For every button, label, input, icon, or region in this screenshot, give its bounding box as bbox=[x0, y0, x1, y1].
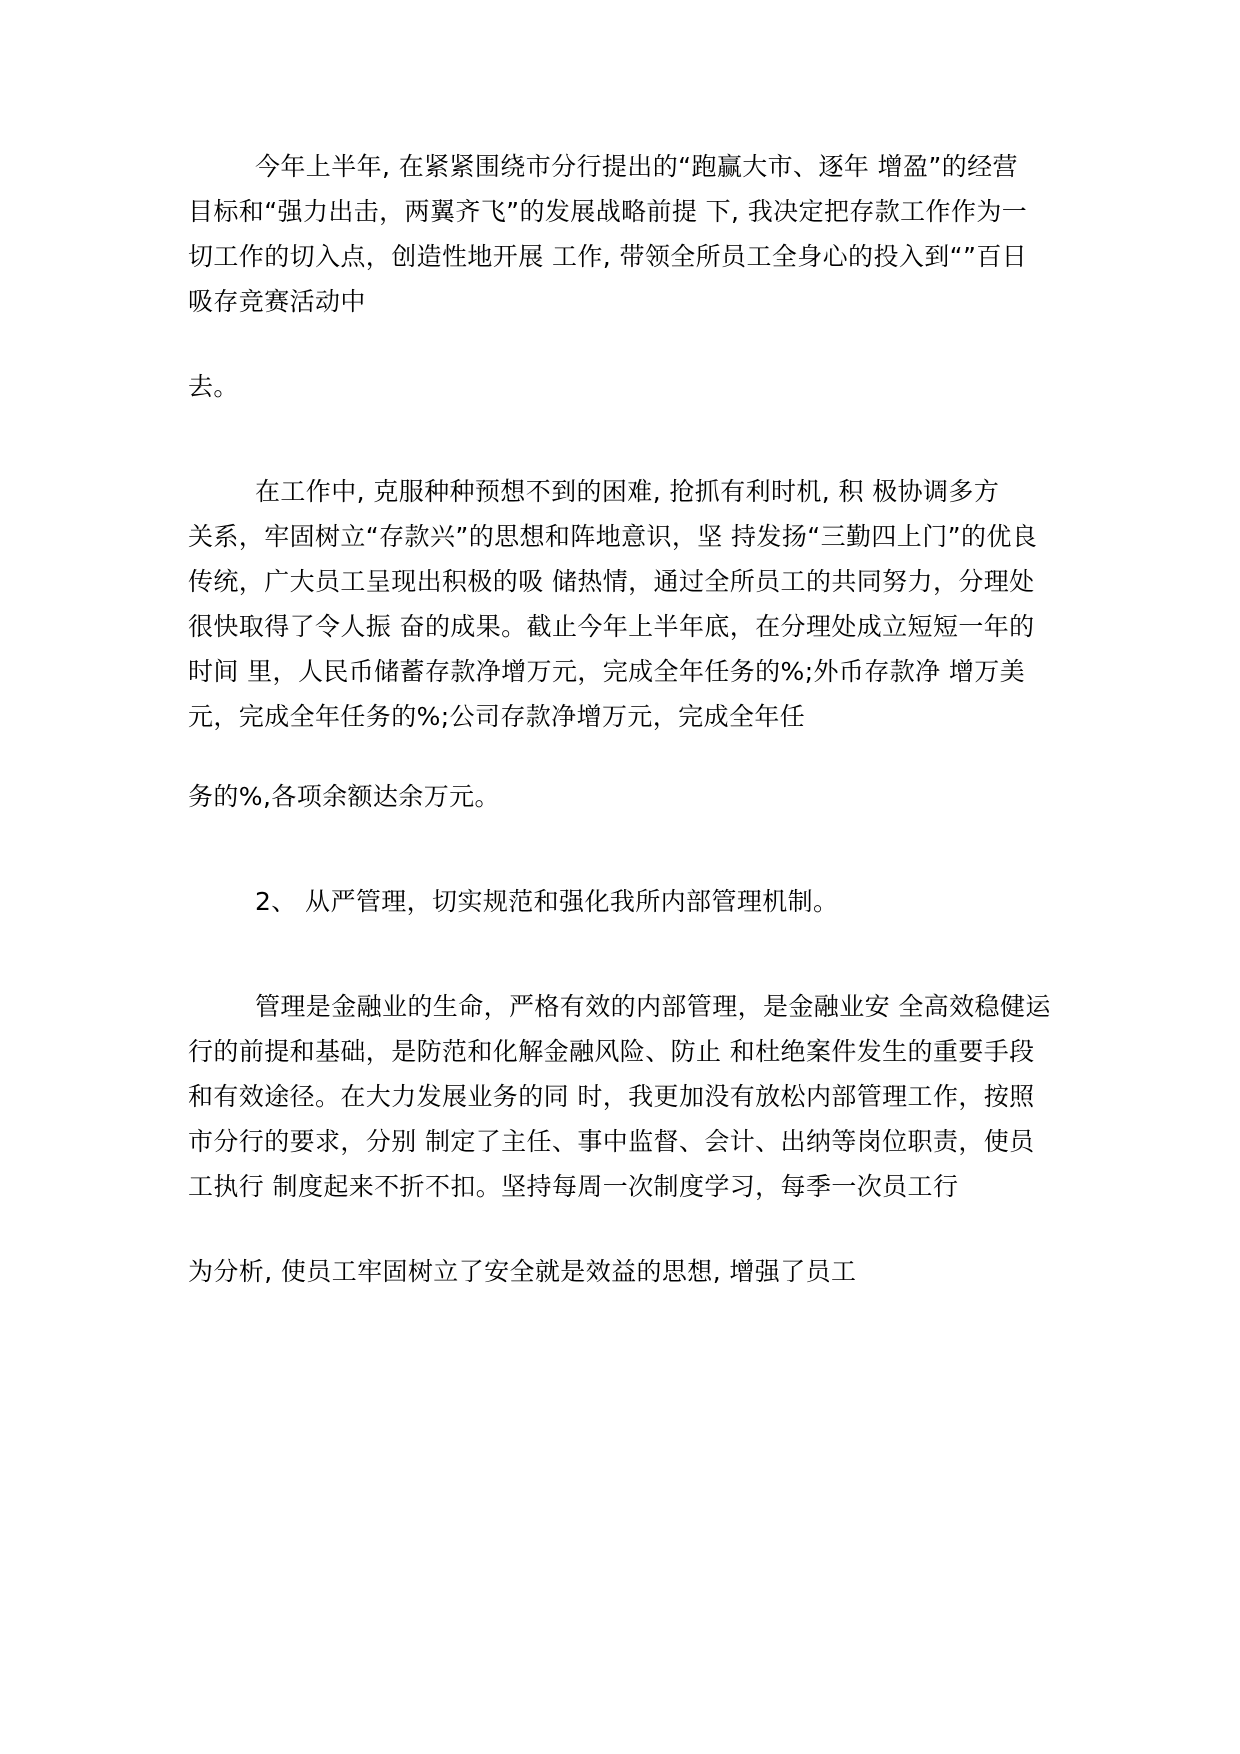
paragraph-2-line-4: 很快取得了令人振 奋的成果。截止今年上半年底，在分理处成立短短一年的 bbox=[188, 612, 1035, 641]
paragraph-1-end: 去。 bbox=[188, 372, 239, 401]
paragraph-1-line-4: 吸存竞赛活动中 bbox=[188, 287, 366, 316]
paragraph-3-line-4: 市分行的要求，分别 制定了主任、事中监督、会计、出纳等岗位职责，使员 bbox=[188, 1127, 1035, 1156]
paragraph-3-line-3: 和有效途径。在大力发展业务的同 时，我更加没有放松内部管理工作，按照 bbox=[188, 1082, 1035, 1111]
paragraph-3-line-2: 行的前提和基础，是防范和化解金融风险、防止 和杜绝案件发生的重要手段 bbox=[188, 1037, 1035, 1066]
paragraph-1-line-3: 切工作的切入点，创造性地开展 工作, 带领全所员工全身心的投入到“”百日 bbox=[188, 242, 1028, 271]
paragraph-3-end: 为分析, 使员工牢固树立了安全就是效益的思想, 增强了员工 bbox=[188, 1257, 857, 1286]
paragraph-2-line-5: 时间 里，人民币储蓄存款净增万元，完成全年任务的%;外币存款净 增万美 bbox=[188, 657, 1026, 686]
paragraph-2-end: 务的%,各项余额达余万元。 bbox=[188, 782, 500, 811]
paragraph-3-line-1: 管理是金融业的生命，严格有效的内部管理，是金融业安 全高效稳健运 bbox=[255, 992, 1051, 1021]
paragraph-2-line-2: 关系，牢固树立“存款兴”的思想和阵地意识，坚 持发扬“三勤四上门”的优良 bbox=[188, 522, 1038, 551]
paragraph-2-line-3: 传统，广大员工呈现出积极的吸 储热情，通过全所员工的共同努力，分理处 bbox=[188, 567, 1035, 596]
paragraph-2-line-1: 在工作中, 克服种种预想不到的困难, 抢抓有利时机, 积 极协调多方 bbox=[255, 477, 1000, 506]
paragraph-1-line-2: 目标和“强力出击，两翼齐飞”的发展战略前提 下, 我决定把存款工作作为一 bbox=[188, 197, 1028, 226]
paragraph-3-line-5: 工执行 制度起来不折不扣。坚持每周一次制度学习，每季一次员工行 bbox=[188, 1172, 959, 1201]
paragraph-1-line-1: 今年上半年, 在紧紧围绕市分行提出的“跑赢大市、逐年 增盈”的经营 bbox=[255, 152, 1018, 181]
paragraph-2-line-6: 元，完成全年任务的%;公司存款净增万元，完成全年任 bbox=[188, 702, 806, 731]
section-heading-2: 2、 从严管理，切实规范和强化我所内部管理机制。 bbox=[255, 887, 839, 916]
